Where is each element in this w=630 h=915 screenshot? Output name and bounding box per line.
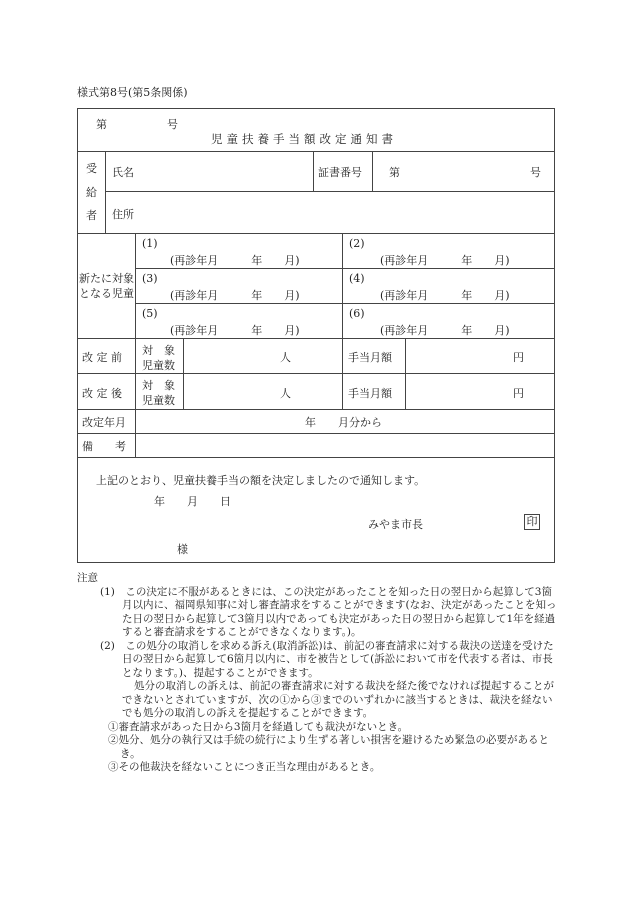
child-number: (4) (349, 272, 365, 285)
condition-3: ③その他裁決を経ないことにつき正当な理由があるとき。 (108, 761, 381, 773)
address-label: 住所 (112, 208, 134, 221)
revision-month-value: 年 月分から (305, 416, 382, 429)
condition-2: ②処分、処分の執行又は手続の続行により生ずる著しい損害を避けるため緊急の必要があるとき。 (108, 734, 549, 760)
amount-unit: 円 (513, 387, 524, 400)
issuer: みやま市長 (368, 518, 423, 531)
target-children-label-1: 対 象 (142, 379, 175, 392)
divider (77, 457, 555, 458)
children-count-unit: 人 (280, 387, 291, 400)
child-exam-date: (再診年月 年 月) (380, 289, 510, 302)
after-revision-label: 改 定 後 (82, 387, 122, 400)
before-revision-label: 改 定 前 (82, 351, 122, 364)
amount-unit: 円 (513, 351, 524, 364)
notice-text: 上記のとおり、児童扶養手当の額を決定しましたので通知します。 (96, 474, 426, 487)
divider (77, 338, 555, 339)
notes-section (77, 572, 557, 775)
document-title: 児童扶養手当額改定通知書 (211, 132, 397, 146)
child-exam-date: (再診年月 年 月) (380, 254, 510, 267)
number-suffix: 号 (167, 118, 178, 131)
children-count-unit: 人 (280, 351, 291, 364)
divider (135, 303, 555, 304)
child-number: (1) (142, 237, 158, 250)
note-1: (1) この決定に不服があるときには、この決定があったことを知った日の翌日から起算して3箇月以内に、福岡県知事に対し審査請求をすることができます(なお、決定があったことを知った日の翌日から起算して3箇月以内であっても決定があった日の翌日から起算して1年を経過すると審査請求をすることができなくなります。)。 (100, 585, 557, 638)
divider (105, 151, 106, 233)
monthly-amount-label: 手当月額 (348, 387, 392, 400)
child-number: (6) (349, 307, 365, 320)
divider (405, 338, 406, 409)
note-2-continued: 処分の取消しの訴えは、前記の審査請求に対する裁決を経た後でなければ提起することができないとされていますが、次の①から③までのいずれかに該当するときは、裁決を経ないでも処分の取消しの訴えを提起することができます。 (122, 680, 554, 719)
cert-number-label: 証書番号 (318, 166, 362, 179)
recipient-label-1: 受 (86, 162, 97, 175)
divider (77, 433, 555, 434)
target-children-label-1: 対 象 (142, 344, 175, 357)
note-2: (2) この処分の取消しを求める訴え(取消訴訟)は、前記の審査請求に対する裁決の送達を受けた日の翌日から起算して6箇月以内に、市を被告として(訴訟において市を代表する者は、市長となります。)、提起することができます。 (100, 639, 554, 679)
divider (77, 409, 555, 410)
child-exam-date: (再診年月 年 月) (170, 324, 300, 337)
divider (372, 151, 373, 191)
divider (77, 151, 555, 152)
divider (135, 233, 136, 457)
cert-suffix: 号 (530, 166, 541, 179)
recipient-label-3: 者 (86, 209, 97, 222)
divider (77, 233, 555, 234)
child-number: (3) (142, 272, 158, 285)
children-label-1: 新たに対象 (79, 272, 134, 285)
child-number: (5) (142, 307, 158, 320)
child-exam-date: (再診年月 年 月) (380, 324, 510, 337)
notes-heading: 注意 (77, 572, 98, 584)
condition-1: ①審査請求があった日から3箇月を経過しても裁決がないとき。 (108, 720, 409, 733)
name-label: 氏名 (112, 166, 134, 179)
children-label-2: となる児童 (79, 287, 134, 300)
notice-date: 年 月 日 (154, 495, 231, 508)
monthly-amount-label: 手当月額 (348, 351, 392, 364)
recipient-label-2: 給 (86, 186, 97, 199)
divider (313, 151, 314, 191)
divider (135, 268, 555, 269)
divider (183, 338, 184, 409)
remarks-label: 備 考 (82, 440, 126, 453)
target-children-label-2: 児童数 (142, 394, 175, 407)
form-number: 様式第8号(第5条関係) (77, 86, 188, 99)
child-number: (2) (349, 237, 365, 250)
revision-month-label: 改定年月 (82, 416, 126, 429)
number-prefix: 第 (96, 118, 107, 131)
cert-prefix: 第 (389, 166, 400, 179)
seal-mark: 印 (524, 514, 540, 530)
target-children-label-2: 児童数 (142, 359, 175, 372)
child-exam-date: (再診年月 年 月) (170, 289, 300, 302)
divider (342, 233, 343, 409)
divider (105, 191, 555, 192)
divider (77, 373, 555, 374)
addressee-honorific: 様 (177, 543, 188, 556)
child-exam-date: (再診年月 年 月) (170, 254, 300, 267)
